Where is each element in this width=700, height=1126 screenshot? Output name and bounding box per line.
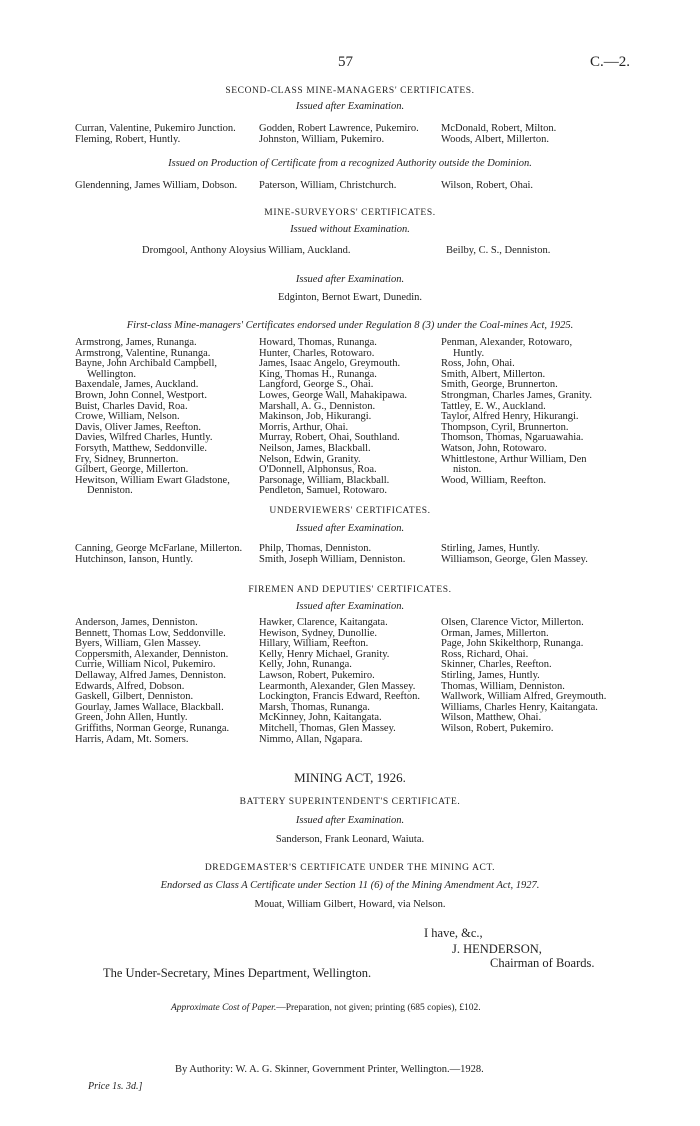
list-item: Gilbert, George, Millerton. [75,464,189,476]
list-item: Hewison, Sydney, Dunollie. [259,627,378,639]
list-item: Huntly. [453,347,485,359]
page-number: 57 [338,54,353,70]
name-column [259,338,439,497]
list-item: Buist, Charles David, Roa. [75,400,188,412]
list-item: McKinney, John, Kaitangata. [259,712,382,724]
list-item: Dellaway, Alfred James, Denniston. [75,669,226,681]
list-item: Philp, Thomas, Denniston. [259,543,372,554]
section-subheading: Issued without Examination. [290,224,410,235]
list-item: Wilson, Robert, Pukemiro. [441,722,554,734]
list-item: Dromgool, Anthony Aloysius William, Auckland. [142,245,351,256]
list-item: Bennett, Thomas Low, Seddonville. [75,627,226,639]
list-item: Davies, Wilfred Charles, Huntly. [75,432,213,444]
cost-note [171,1003,481,1013]
name-column [441,618,606,735]
addressee: The Under-Secretary, Mines Department, Wellington. [103,966,372,980]
list-item: Fleming, Robert, Huntly. [75,133,181,145]
list-item: Gourlay, James Wallace, Blackball. [75,701,224,713]
list-item: Mitchell, Thomas, Glen Massey. [259,722,396,734]
list-item: Smith, Joseph William, Denniston. [259,553,406,565]
section-heading-endorsed: First-class Mine-managers' Certificates endorsed under Regulation 8 (3) under the Coal-mines Act, 1925. [126,320,574,331]
list-item: niston. [453,464,482,476]
name-column [259,544,405,565]
list-item: Gaskell, Gilbert, Denniston. [75,691,194,703]
list-item: Lockington, Francis Edward, Reefton. [259,691,420,703]
list-item: Canning, George McFarlane, Millerton. [75,543,243,554]
list-item: Forsyth, Matthew, Seddonville. [75,442,208,454]
price-note: Price 1s. 3d.] [88,1081,143,1092]
list-item: Beilby, C. S., Denniston. [446,245,551,256]
report-code: C.—2. [590,54,631,70]
list-item: Pendleton, Samuel, Rotowaro. [259,485,388,497]
list-item: Woods, Albert, Millerton. [441,133,549,145]
section-heading-dredgemaster: DREDGEMASTER'S CERTIFICATE UNDER THE MINING ACT. [204,863,496,873]
list-item: Smith, George, Brunnerton. [441,379,558,391]
act-title: MINING ACT, 1926. [294,770,406,785]
list-item: Taylor, Alfred Henry, Hikurangi. [441,411,579,423]
list-item: Marshall, A. G., Denniston. [259,400,376,412]
list-item: Strongman, Charles James, Granity. [441,389,592,401]
list-item: Armstrong, James, Runanga. [75,337,197,348]
cost-label: Approximate Cost of Paper. [171,1003,277,1013]
cost-text: —Preparation, not given; printing (685 copies), £102. [276,1003,481,1013]
list-item: Olsen, Clarence Victor, Millerton. [441,617,584,628]
list-item: Hutchinson, Ianson, Huntly. [75,553,194,565]
list-item: Davis, Oliver James, Reefton. [75,421,201,433]
list-item: Brown, John Connel, Westport. [75,389,207,401]
list-item: Bayne, John Archibald Campbell, [75,358,218,370]
list-item: Edwards, Alfred, Dobson. [75,680,185,692]
list-item: Watson, John, Rotowaro. [441,442,547,454]
list-item: Orman, James, Millerton. [441,627,549,639]
section-subheading: Issued after Examination. [295,274,405,285]
list-item: Baxendale, James, Auckland. [75,379,199,391]
name-column [259,618,420,745]
list-item: Edginton, Bernot Ewart, Dunedin. [277,292,423,303]
section-heading-firemen: FIREMEN AND DEPUTIES' CERTIFICATES. [248,585,452,595]
list-item: McDonald, Robert, Milton. [441,123,557,134]
list-item: Makinson, Job, Hikurangi. [259,411,372,423]
list-item: Kelly, John, Runanga. [259,659,352,671]
list-item: Coppersmith, Alexander, Denniston. [75,648,229,660]
name-column [75,544,242,565]
list-item: Griffiths, Norman George, Runanga. [75,722,230,734]
list-item: Green, John Allen, Huntly. [75,712,188,724]
list-item: Ross, Richard, Ohai. [441,648,529,660]
list-item: King, Thomas H., Runanga. [259,368,377,380]
name-column [441,544,588,565]
list-item: Morris, Arthur, Ohai. [259,421,349,433]
list-item: Hunter, Charles, Rotowaro. [259,347,375,359]
name-column [75,618,229,745]
name-column [75,338,255,497]
list-item: James, Isaac Angelo, Greymouth. [259,358,401,370]
list-item: Wood, William, Reefton. [441,474,546,486]
list-item: Thomas, William, Denniston. [441,680,565,692]
signatory-title: Chairman of Boards. [490,956,595,970]
list-item: Wellington. [87,368,137,380]
section-subheading: Endorsed as Class A Certificate under Section 11 (6) of the Mining Amendment Act, 1927. [160,880,540,891]
list-item: Smith, Albert, Millerton. [441,368,546,380]
list-item: Ross, John, Ohai. [441,358,515,370]
section-heading-battery: BATTERY SUPERINTENDENT'S CERTIFICATE. [239,797,461,807]
list-item: Langford, George S., Ohai. [259,379,374,391]
name-column [259,124,419,145]
list-item: Tattley, E. W., Auckland. [441,400,546,412]
list-item: Kelly, Henry Michael, Granity. [259,648,390,660]
list-item: Marsh, Thomas, Runanga. [259,701,370,713]
name-column [75,124,236,145]
list-item: Sanderson, Frank Leonard, Waiuta. [275,834,425,845]
list-item: Thomson, Thomas, Ngaruawahia. [441,432,584,444]
list-item: Fry, Sidney, Brunnerton. [75,453,179,465]
section-heading-mine-surveyors: MINE-SURVEYORS' CERTIFICATES. [264,208,436,218]
list-item: Nelson, Edwin, Granity. [259,453,361,465]
list-item: Currie, William Nicol, Pukemiro. [75,659,216,671]
list-item: Hawker, Clarence, Kaitangata. [259,617,388,628]
section-heading-underviewers: UNDERVIEWERS' CERTIFICATES. [269,506,431,516]
name-column [441,124,556,145]
section-heading-second-class: SECOND-CLASS MINE-MANAGERS' CERTIFICATES. [225,86,475,96]
list-item: Lowes, George Wall, Mahakipawa. [259,389,408,401]
list-item: O'Donnell, Alphonsus, Roa. [259,464,377,476]
list-item: Learmonth, Alexander, Glen Massey. [259,680,416,692]
list-item: Curran, Valentine, Pukemiro Junction. [75,123,236,134]
list-item: Parsonage, William, Blackball. [259,474,390,486]
list-item: Penman, Alexander, Rotowaro, [441,337,573,348]
list-item: Williams, Charles Henry, Kaitangata. [441,701,598,713]
list-item: Lawson, Robert, Pukemiro. [259,669,375,681]
list-item: Hewitson, William Ewart Gladstone, [75,474,230,486]
list-item: Anderson, James, Denniston. [75,617,198,628]
list-item: Godden, Robert Lawrence, Pukemiro. [259,123,419,134]
section-subheading: Issued after Examination. [295,601,405,612]
list-item: Stirling, James, Huntly. [441,669,540,681]
list-item: Wilson, Matthew, Ohai. [441,712,542,724]
section-subheading: Issued after Examination. [295,101,405,112]
list-item: Wallwork, William Alfred, Greymouth. [441,691,607,703]
list-item: Thompson, Cyril, Brunnerton. [441,421,569,433]
list-item: Page, John Skikelthorp, Runanga. [441,638,584,650]
list-item: Byers, William, Glen Massey. [75,638,201,650]
list-item: Wilson, Robert, Ohai. [441,180,534,191]
list-item: Howard, Thomas, Runanga. [259,337,377,348]
closing-line: I have, &c., [424,926,483,940]
list-item: Hillary, William, Reefton. [259,638,369,650]
signatory-name: J. HENDERSON, [452,942,542,956]
list-item: Harris, Adam, Mt. Somers. [75,733,189,745]
list-item: Williamson, George, Glen Massey. [441,553,588,565]
list-item: Johnston, William, Pukemiro. [259,133,385,145]
section-subheading: Issued after Examination. [295,523,405,534]
list-item: Mouat, William Gilbert, Howard, via Nelson. [254,899,446,910]
list-item: Denniston. [87,485,133,497]
list-item: Neilson, James, Blackball. [259,442,371,454]
section-subheading: Issued on Production of Certificate from a recognized Authority outside the Dominion. [168,158,532,169]
list-item: Crowe, William, Nelson. [75,411,180,423]
list-item: Nimmo, Allan, Ngapara. [259,733,363,745]
list-item: Paterson, William, Christchurch. [259,180,397,191]
section-subheading: Issued after Examination. [295,815,405,826]
list-item: Glendenning, James William, Dobson. [75,180,238,191]
list-item: Stirling, James, Huntly. [441,543,540,554]
list-item: Murray, Robert, Ohai, Southland. [259,432,400,444]
authority-line: By Authority: W. A. G. Skinner, Government Printer, Wellington.—1928. [175,1064,484,1075]
list-item: Skinner, Charles, Reefton. [441,659,552,671]
list-item: Armstrong, Valentine, Runanga. [75,347,211,359]
name-column [441,338,631,486]
list-item: Whittlestone, Arthur William, Den [441,453,587,465]
